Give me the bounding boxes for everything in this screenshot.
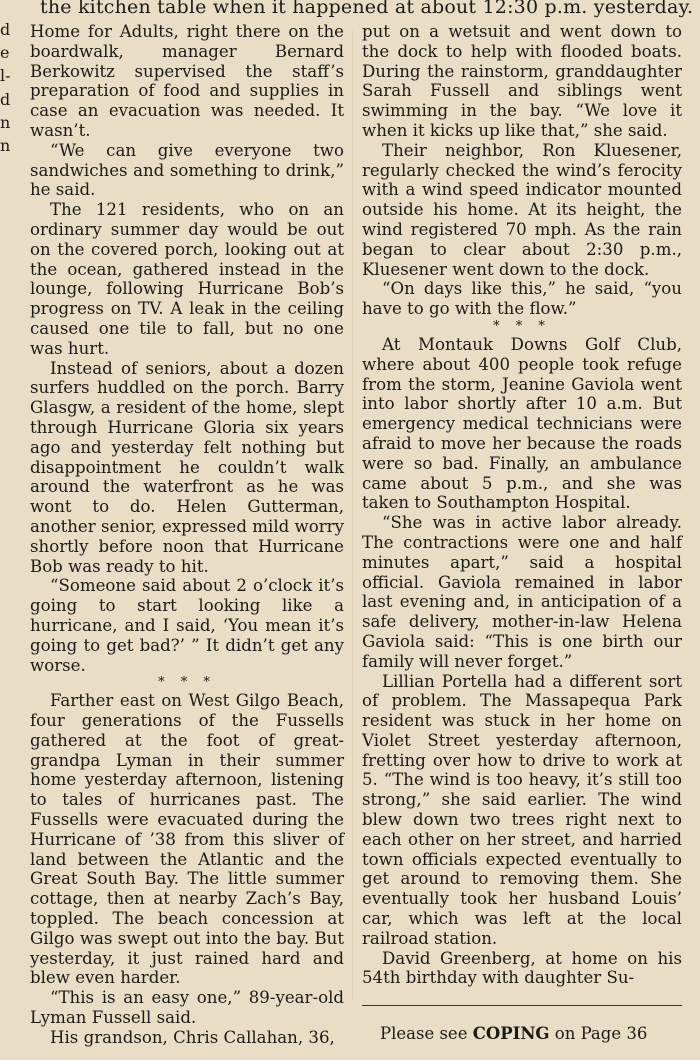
continuation-prefix: Please see — [380, 1024, 473, 1043]
footer-rule — [362, 1005, 682, 1006]
margin-fragment: n — [0, 135, 11, 155]
article-column-right — [362, 22, 682, 988]
paragraph: “She was in active labor already. The contractions were one and half minutes apart,” said a hospital official. Gaviola remained in labor last evening and, in anticipation of a safe delivery, mother-in-law Helena Gaviola said: “This is one birth our family will never forget.” — [362, 513, 682, 671]
margin-fragment: l- — [0, 66, 11, 86]
paragraph: “On days like this,” he said, “you have to go with the flow.” — [362, 279, 682, 319]
paragraph: David Greenberg, at home on his 54th birthday with daughter Su- — [362, 948, 682, 988]
header-fragment: the kitchen table when it happened at about 12:30 p.m. yesterday. — [40, 0, 694, 18]
section-separator: * * * — [158, 675, 216, 691]
paragraph: “We can give everyone two sandwiches and something to drink,” he said. — [30, 140, 344, 200]
paragraph: put on a wetsuit and went down to the dock to help with flooded boats. During the rainstorm, granddaughter Sarah Fussell and siblings went swimming in the bay. “We love it when it kicks up like that,” she said. — [362, 22, 682, 140]
paragraph: At Montauk Downs Golf Club, where about 400 people took refuge from the storm, Jeanine Gaviola went into labor shortly after 10 a.m. But emergency medical technicians were afraid to move her because the roads were so bad. Finally, an ambulance came about 5 p.m., and she was taken to Southampton Hospital. — [362, 334, 682, 513]
continuation-suffix: on Page 36 — [549, 1024, 648, 1043]
margin-fragment: n — [0, 112, 11, 132]
paragraph: His grandson, Chris Callahan, 36, — [50, 1027, 335, 1047]
left-margin-fragments — [0, 18, 14, 157]
paragraph: Their neighbor, Ron Kluesener, regularly checked the wind’s ferocity with a wind speed indicator mounted outside his home. At its height, the wind registered 70 mph. As the rain began to clear about 2:30 p.m., Kluesener went down to the dock. — [362, 140, 682, 279]
margin-fragment: d — [0, 89, 11, 109]
continuation-keyword: COPING — [472, 1024, 550, 1043]
paragraph: Farther east on West Gilgo Beach, four generations of the Fussells gathered at the foot of great-grandpa Lyman in their summer home yesterday afternoon, listening to tales of hurricanes past. The Fussells were evacuated during the Hurricane of ’38 from this sliver of land between the Atlantic and the Great South Bay. The little summer cottage, then at nearby Zach’s Bay, toppled. The beach concession at Gilgo was swept out into the bay. But yesterday, it just rained hard and blew even harder. — [30, 691, 344, 988]
paragraph: “This is an easy one,” 89-year-old Lyman Fussell said. — [30, 988, 344, 1028]
margin-fragment: e — [0, 43, 10, 63]
column-gutter — [352, 30, 353, 1000]
paragraph: “Someone said about 2 o’clock it’s going to start looking like a hurricane, and I said, ‘You mean it’s going to get bad?’ ” It didn’t get any worse. — [30, 576, 344, 675]
article-column-left — [30, 22, 344, 1048]
continuation-note — [380, 1024, 647, 1043]
margin-fragment: d — [0, 20, 11, 39]
paragraph: Instead of seniors, about a dozen surfers huddled on the porch. Barry Glasgw, a resident of the home, slept through Hurricane Gloria six years ago and yesterday felt nothing but disappointment he couldn’t walk around the waterfront as he was wont to do. Helen Gutterman, another senior, expressed mild worry shortly before noon that Hurricane Bob was ready to hit. — [30, 358, 344, 576]
paragraph: The 121 residents, who on an ordinary summer day would be out on the covered porch, looking out at the ocean, gathered instead in the lounge, following Hurricane Bob’s progress on TV. A leak in the ceiling caused one tile to fall, but no one was hurt. — [30, 200, 344, 358]
paragraph: Lillian Portella had a different sort of problem. The Massapequa Park resident was stuck in her home on Violet Street yesterday afternoon, fretting over how to drive to work at 5. “The wind is too heavy, it’s still too strong,” she said earlier. The wind blew down two trees right next to each other on her street, and harried town officials expected eventually to get around to removing them. She eventually took her husband Louis’ car, which was left at the local railroad station. — [362, 671, 682, 948]
paragraph: Home for Adults, right there on the boardwalk, manager Bernard Berkowitz supervised the staff’s preparation of food and supplies in case an evacuation was needed. It wasn’t. — [30, 22, 344, 140]
section-separator: * * * — [493, 318, 551, 334]
